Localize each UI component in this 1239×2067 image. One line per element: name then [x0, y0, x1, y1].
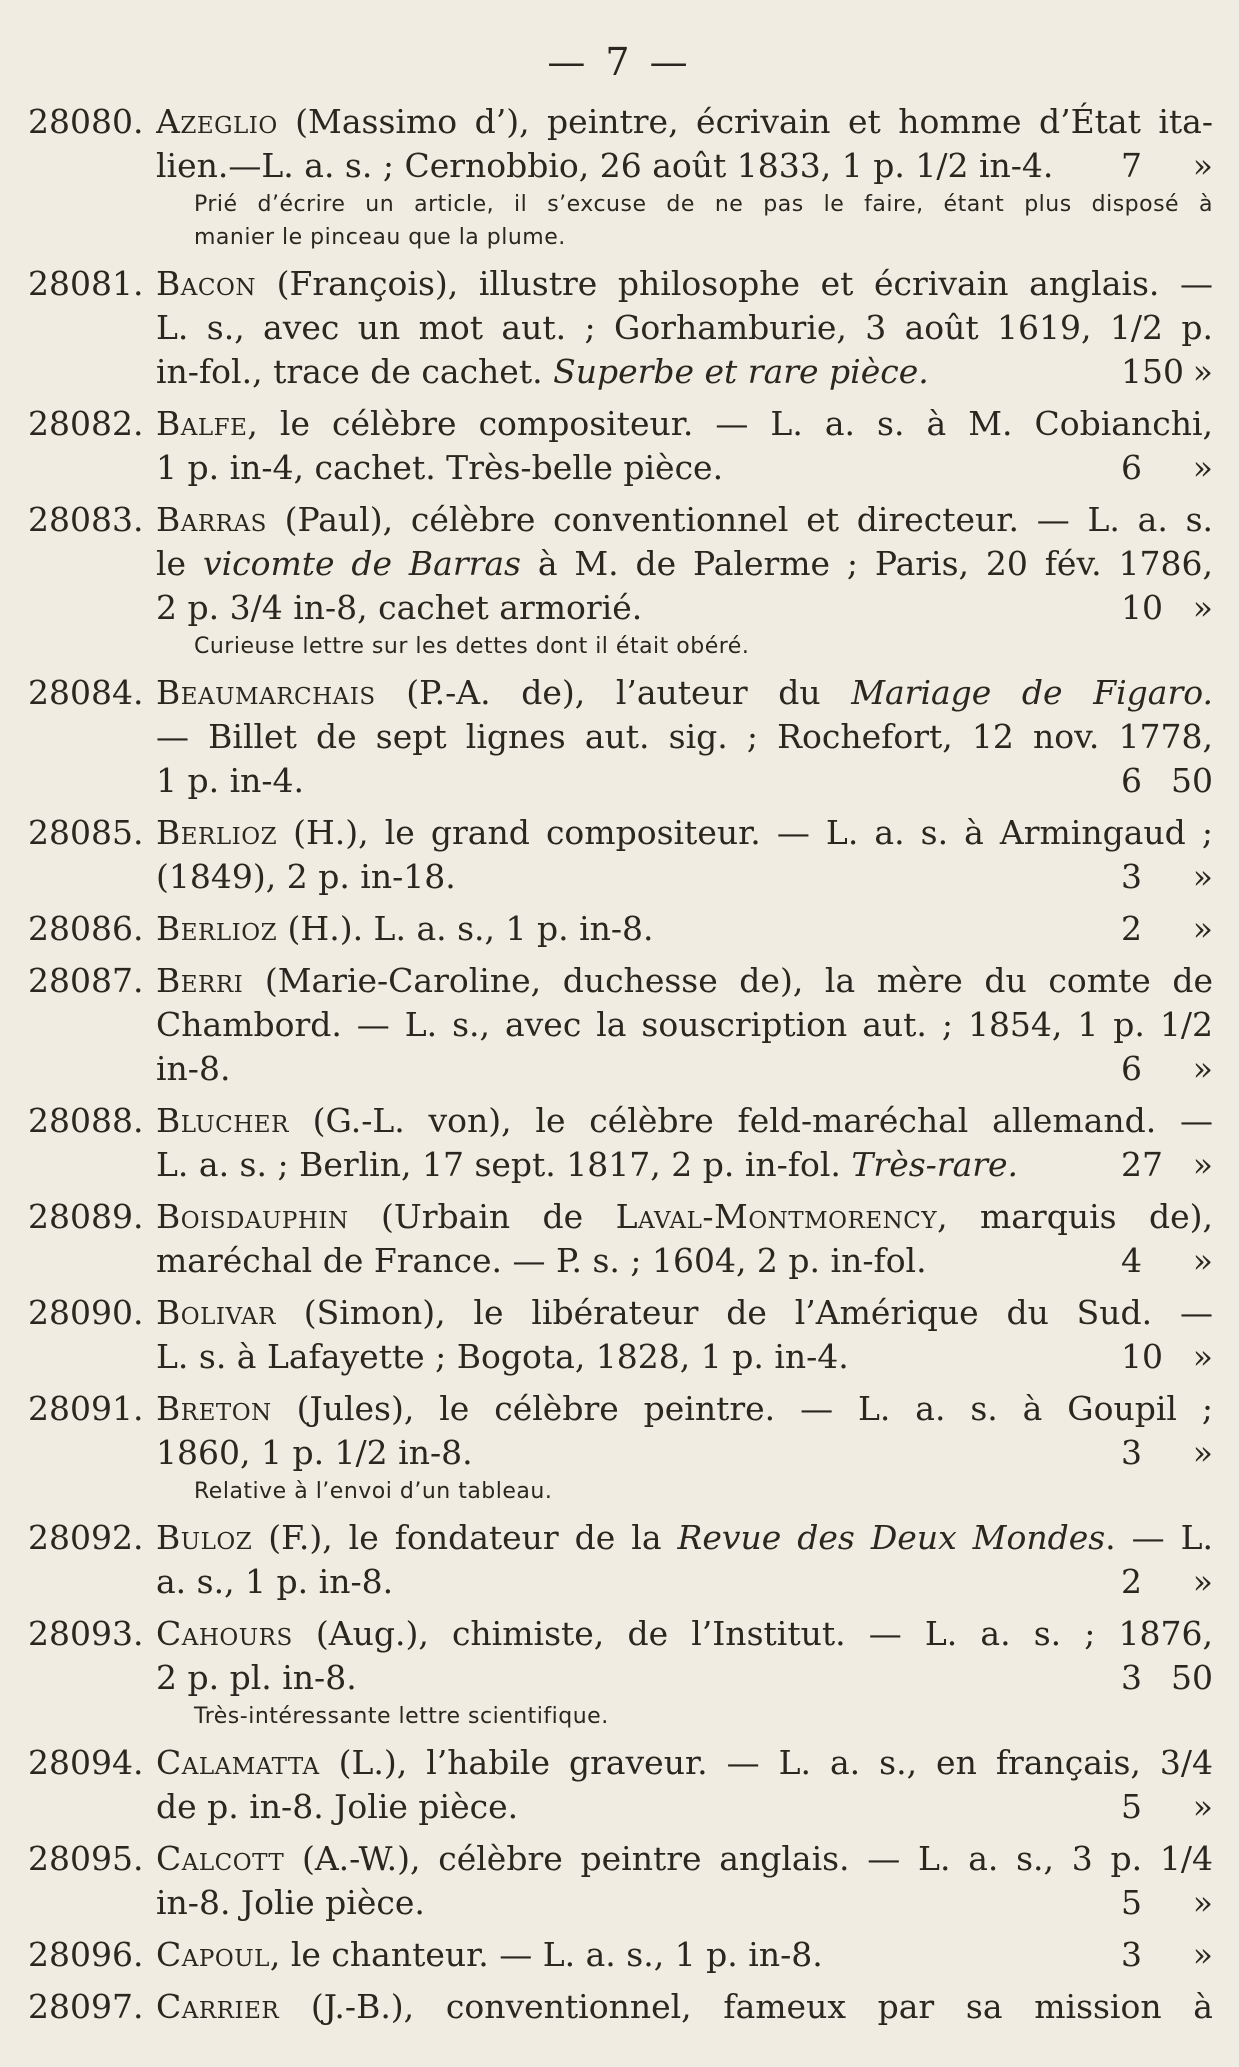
entry-name: Bacon [156, 264, 256, 303]
catalog-entry [28, 1291, 1213, 1379]
entry-price: 7 » [1121, 146, 1213, 185]
entry-line: Boisdauphin (Urbain de Laval-Montmorency, marquis de), [156, 1197, 1213, 1236]
catalog-entry [28, 1516, 1213, 1604]
entry-name: Carrier [156, 1987, 280, 2026]
entry-line: Barras (Paul), célèbre conventionnel et directeur. — L. a. s. [156, 500, 1213, 539]
entry-price: 2 » [1121, 909, 1213, 948]
entry-price: 10 » [1121, 1337, 1213, 1376]
entry-line: de p. in-8. Jolie pièce. 5 » [156, 1785, 1213, 1829]
entry-price: 3 » [1121, 1935, 1213, 1974]
entry-line: Chambord. — L. s., avec la souscription aut. ; 1854, 1 p. 1/2 [156, 1005, 1213, 1044]
lot-number: 28081. [28, 264, 144, 303]
entry-note: Relative à l’envoi d’un tableau. [194, 1479, 553, 1504]
entry-name: Calcott [156, 1839, 285, 1878]
entry-line: L. a. s. ; Berlin, 17 sept. 1817, 2 p. in-fol. Très-rare. 27 » [156, 1143, 1213, 1187]
entry-line: maréchal de France. — P. s. ; 1604, 2 p. in-fol. 4 » [156, 1239, 1213, 1283]
lot-number: 28082. [28, 404, 144, 443]
entry-name: Barras [156, 500, 267, 539]
entry-line: L. s., avec un mot aut. ; Gorhamburie, 3 août 1619, 1/2 p. [156, 308, 1213, 347]
catalog-entry [28, 1933, 1213, 1977]
entry-line: 1860, 1 p. 1/2 in-8. 3 » [156, 1431, 1213, 1475]
lot-number: 28085. [28, 813, 144, 852]
entry-price: 3 » [1121, 857, 1213, 896]
entry-price: 10 » [1121, 588, 1213, 627]
entry-line: Cahours (Aug.), chimiste, de l’Institut. — L. a. s. ; 1876, [156, 1614, 1213, 1653]
page-number: — 7 — [547, 40, 692, 84]
entry-name: Beaumarchais [156, 673, 376, 712]
entry-line: le vicomte de Barras à M. de Palerme ; Paris, 20 fév. 1786, [156, 544, 1213, 583]
entry-line: Buloz (F.), le fondateur de la Revue des Deux Mondes. — L. [156, 1518, 1213, 1557]
entry-line: lien.—L. a. s. ; Cernobbio, 26 août 1833, 1 p. 1/2 in-4. 7 » [156, 144, 1213, 188]
lot-number: 28091. [28, 1389, 144, 1428]
entry-line: 2 p. pl. in-8. 3 50 [156, 1656, 1213, 1700]
lot-number: 28095. [28, 1839, 144, 1878]
catalog-entry [28, 1741, 1213, 1829]
entry-line: in-8. Jolie pièce. 5 » [156, 1881, 1213, 1925]
catalog-entry [28, 959, 1213, 1091]
entry-line: Blucher (G.-L. von), le célèbre feld-maréchal allemand. — [156, 1101, 1213, 1140]
entry-note: Très-intéressante lettre scientifique. [194, 1704, 609, 1729]
catalog-entry [28, 1387, 1213, 1508]
catalog-entry [28, 1612, 1213, 1733]
entry-price: 4 » [1121, 1241, 1213, 1280]
entry-name: Balfe [156, 404, 248, 443]
entry-price: 6 » [1121, 1049, 1213, 1088]
entry-line: Calamatta (L.), l’habile graveur. — L. a. s., en français, 3/4 [156, 1743, 1213, 1782]
entry-line: Carrier (J.-B.), conventionnel, fameux par sa mission à [156, 1987, 1213, 2026]
catalog-entry [28, 1985, 1213, 2029]
catalog-entry [28, 262, 1213, 394]
entry-name: Calamatta [156, 1743, 320, 1782]
entry-line: (1849), 2 p. in-18. 3 » [156, 855, 1213, 899]
catalog-entry [28, 498, 1213, 663]
lot-number: 28083. [28, 500, 144, 539]
entry-line: Beaumarchais (P.-A. de), l’auteur du Mariage de Figaro. [156, 673, 1213, 712]
entry-price: 2 » [1121, 1562, 1213, 1601]
entry-line: Berlioz (H.), le grand compositeur. — L. a. s. à Armingaud ; [156, 813, 1213, 852]
entry-price: 5 » [1121, 1787, 1213, 1826]
entry-price: 5 » [1121, 1883, 1213, 1922]
entry-line: L. s. à Lafayette ; Bogota, 1828, 1 p. in-4. 10 » [156, 1335, 1213, 1379]
lot-number: 28087. [28, 961, 144, 1000]
lot-number: 28093. [28, 1614, 144, 1653]
entry-line: Balfe, le célèbre compositeur. — L. a. s. à M. Cobianchi, [156, 404, 1213, 443]
entry-line: 1 p. in-4, cachet. Très-belle pièce. 6 » [156, 446, 1213, 490]
entry-line: Bolivar (Simon), le libérateur de l’Amérique du Sud. — [156, 1293, 1213, 1332]
entry-line: Bacon (François), illustre philosophe et écrivain anglais. — [156, 264, 1213, 303]
entry-price: 6 » [1121, 448, 1213, 487]
lot-number: 28088. [28, 1101, 144, 1140]
entry-line: Azeglio (Massimo d’), peintre, écrivain et homme d’État ita- [156, 102, 1213, 141]
entry-name: Boisdauphin [156, 1197, 349, 1236]
entry-price: 27 » [1121, 1145, 1213, 1184]
entry-line: Berri (Marie-Caroline, duchesse de), la mère du comte de [156, 961, 1213, 1000]
lot-number: 28080. [28, 102, 144, 141]
lot-number: 28096. [28, 1935, 144, 1974]
lot-number: 28089. [28, 1197, 144, 1236]
catalog-entry [28, 907, 1213, 951]
entry-price: 6 50 [1121, 761, 1213, 800]
entry-price: 150 » [1121, 352, 1213, 391]
entry-price: 3 50 [1121, 1658, 1213, 1697]
lot-number: 28084. [28, 673, 144, 712]
entry-note: Curieuse lettre sur les dettes dont il était obéré. [194, 634, 750, 659]
catalog-entry [28, 100, 1213, 254]
entry-name: Buloz [156, 1518, 253, 1557]
catalog-entry [28, 402, 1213, 490]
lot-number: 28094. [28, 1743, 144, 1782]
lot-number: 28086. [28, 909, 144, 948]
entry-line: in-fol., trace de cachet. Superbe et rare pièce. 150 » [156, 350, 1213, 394]
entry-name: Berlioz [156, 909, 278, 948]
catalog-entry [28, 811, 1213, 899]
entry-name: Blucher [156, 1101, 289, 1140]
entry-line: a. s., 1 p. in-8. 2 » [156, 1560, 1213, 1604]
entry-name: Breton [156, 1389, 272, 1428]
lot-number: 28092. [28, 1518, 144, 1557]
entry-line: Capoul, le chanteur. — L. a. s., 1 p. in-8. 3 » [156, 1933, 1213, 1977]
entry-line: in-8. 6 » [156, 1047, 1213, 1091]
entry-name: Azeglio [156, 102, 278, 141]
lot-number: 28097. [28, 1987, 144, 2026]
catalog-entry [28, 1195, 1213, 1283]
entry-name: Berri [156, 961, 244, 1000]
catalog-entry [28, 1099, 1213, 1187]
catalog-list [28, 100, 1213, 2037]
entry-line: — Billet de sept lignes aut. sig. ; Rochefort, 12 nov. 1778, [156, 717, 1213, 756]
entry-note: manier le pinceau que la plume. [194, 225, 566, 250]
entry-name: Capoul [156, 1935, 270, 1974]
entry-price: 3 » [1121, 1433, 1213, 1472]
entry-name: Berlioz [156, 813, 278, 852]
entry-name: Cahours [156, 1614, 293, 1653]
catalog-entry [28, 671, 1213, 803]
entry-line: Calcott (A.-W.), célèbre peintre anglais. — L. a. s., 3 p. 1/4 [156, 1839, 1213, 1878]
entry-note: Prié d’écrire un article, il s’excuse de ne pas le faire, étant plus disposé à [194, 192, 1213, 217]
lot-number: 28090. [28, 1293, 144, 1332]
catalog-entry [28, 1837, 1213, 1925]
entry-line: Berlioz (H.). L. a. s., 1 p. in-8. 2 » [156, 907, 1213, 951]
entry-name: Bolivar [156, 1293, 276, 1332]
entry-line: Breton (Jules), le célèbre peintre. — L. a. s. à Goupil ; [156, 1389, 1213, 1428]
entry-line: 2 p. 3/4 in-8, cachet armorié. 10 » [156, 586, 1213, 630]
entry-line: 1 p. in-4. 6 50 [156, 759, 1213, 803]
